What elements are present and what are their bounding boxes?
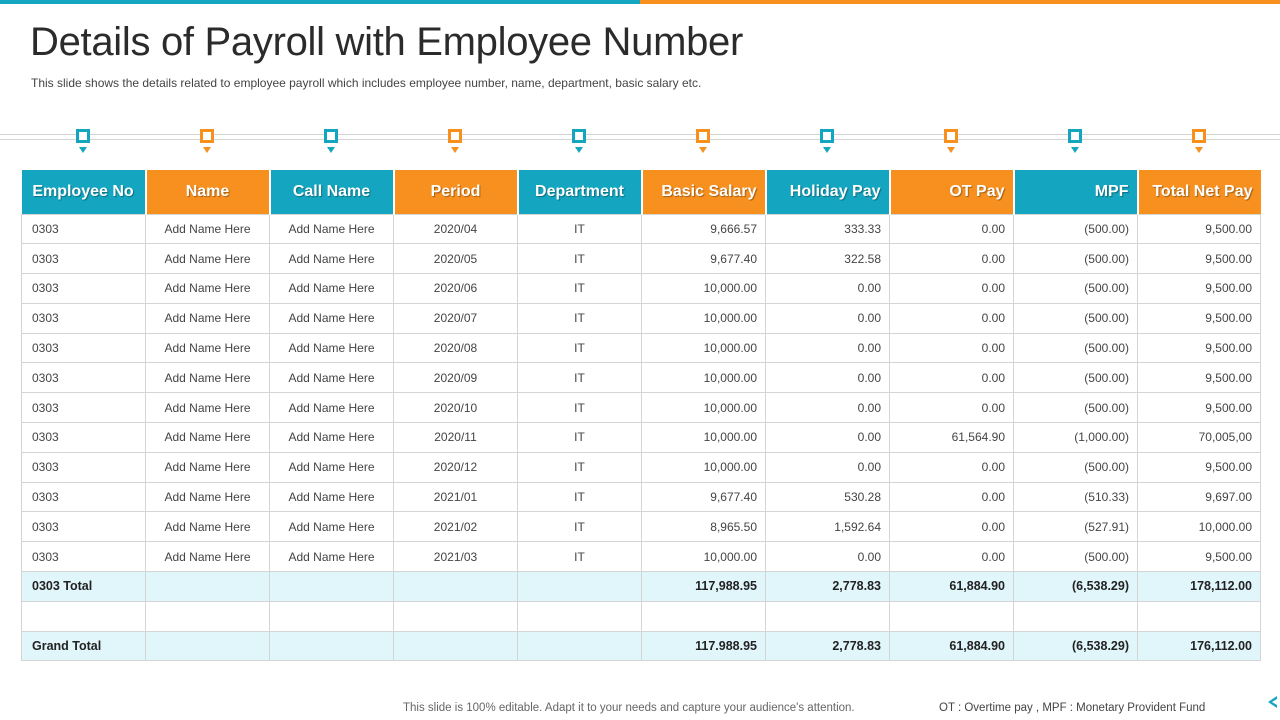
empty-cell [518,631,642,661]
subtotal-total-net-pay: 178,112.00 [1138,572,1261,602]
cell-period: 2020/10 [394,393,518,423]
cell-name: Add Name Here [146,393,270,423]
marker-pointer [823,147,831,153]
cell-name: Add Name Here [146,363,270,393]
cell-holiday-pay: 0.00 [766,393,890,423]
header-period: Period [394,170,518,214]
cell-holiday-pay: 0.00 [766,363,890,393]
cell-basic-salary: 8,965.50 [642,512,766,542]
table-row [22,274,1261,304]
empty-cell [394,572,518,602]
cell-holiday-pay: 0.00 [766,542,890,572]
grand-total-label: Grand Total [22,631,146,661]
marker-pointer [575,147,583,153]
empty-cell [146,631,270,661]
cell-ot-pay: 61,564.90 [890,423,1014,453]
cell-total-net-pay: 9,500.00 [1138,333,1261,363]
cell-name: Add Name Here [146,303,270,333]
header-name: Name [146,170,270,214]
cell-call-name: Add Name Here [270,274,394,304]
cell-name: Add Name Here [146,452,270,482]
header-mpf: MPF [1014,170,1138,214]
cell-call-name: Add Name Here [270,512,394,542]
cell-mpf: (1,000.00) [1014,423,1138,453]
cell-holiday-pay: 1,592.64 [766,512,890,542]
cell-employee-no: 0303 [22,303,146,333]
cell-department: IT [518,542,642,572]
marker-square [1192,129,1206,143]
column-marker-icon [696,129,710,155]
column-marker-icon [200,129,214,155]
cell-department: IT [518,393,642,423]
cell-period: 2020/06 [394,274,518,304]
marker-pointer [1071,147,1079,153]
cell-holiday-pay: 0.00 [766,452,890,482]
cell-employee-no: 0303 [22,512,146,542]
cell-ot-pay: 0.00 [890,363,1014,393]
cell-basic-salary: 9,677.40 [642,482,766,512]
column-marker-icon [572,129,586,155]
table-row [22,452,1261,482]
footer-note: This slide is 100% editable. Adapt it to your needs and capture your audience's attention. [403,702,855,714]
cell-holiday-pay: 0.00 [766,333,890,363]
cell-mpf: (527.91) [1014,512,1138,542]
empty-cell [518,572,642,602]
cell-call-name: Add Name Here [270,363,394,393]
cell-basic-salary: 10,000.00 [642,333,766,363]
empty-cell [518,601,642,631]
empty-cell [22,601,146,631]
top-accent-bar [0,0,1280,4]
page-subtitle: This slide shows the details related to employee payroll which includes employee number, name, department, basic salary etc. [31,76,702,90]
cell-ot-pay: 0.00 [890,214,1014,244]
column-marker-icon [944,129,958,155]
footer-legend: OT : Overtime pay , MPF : Monetary Provident Fund [939,702,1206,714]
grand-total-mpf: (6,538.29) [1014,631,1138,661]
table-row [22,423,1261,453]
cell-name: Add Name Here [146,512,270,542]
cell-holiday-pay: 530.28 [766,482,890,512]
table-row [22,542,1261,572]
cell-name: Add Name Here [146,542,270,572]
cell-name: Add Name Here [146,423,270,453]
header-holiday-pay: Holiday Pay [766,170,890,214]
header-employee-no: Employee No [22,170,146,214]
cell-ot-pay: 0.00 [890,303,1014,333]
cell-holiday-pay: 0.00 [766,423,890,453]
cell-employee-no: 0303 [22,333,146,363]
cell-call-name: Add Name Here [270,244,394,274]
cell-holiday-pay: 0.00 [766,303,890,333]
cell-total-net-pay: 9,500.00 [1138,274,1261,304]
cell-total-net-pay: 9,500.00 [1138,542,1261,572]
marker-pointer [1195,147,1203,153]
column-marker-icon [820,129,834,155]
cell-period: 2020/11 [394,423,518,453]
column-marker-icon [324,129,338,155]
cell-period: 2020/05 [394,244,518,274]
cell-call-name: Add Name Here [270,333,394,363]
marker-pointer [451,147,459,153]
cell-holiday-pay: 322.58 [766,244,890,274]
cell-total-net-pay: 70,005,00 [1138,423,1261,453]
cell-period: 2020/08 [394,333,518,363]
cell-employee-no: 0303 [22,214,146,244]
table-row [22,512,1261,542]
cell-ot-pay: 0.00 [890,452,1014,482]
cell-mpf: (500.00) [1014,244,1138,274]
marker-square [820,129,834,143]
cell-employee-no: 0303 [22,423,146,453]
cell-employee-no: 0303 [22,274,146,304]
marker-pointer [203,147,211,153]
empty-cell [394,631,518,661]
empty-cell [766,601,890,631]
cell-total-net-pay: 9,500.00 [1138,214,1261,244]
column-marker-icon [1068,129,1082,155]
cell-ot-pay: 0.00 [890,512,1014,542]
empty-cell [642,601,766,631]
cell-basic-salary: 10,000.00 [642,393,766,423]
cell-ot-pay: 0.00 [890,482,1014,512]
cell-period: 2020/09 [394,363,518,393]
cell-employee-no: 0303 [22,393,146,423]
header-basic-salary: Basic Salary [642,170,766,214]
cell-employee-no: 0303 [22,542,146,572]
cell-call-name: Add Name Here [270,393,394,423]
cell-mpf: (500.00) [1014,393,1138,423]
cell-ot-pay: 0.00 [890,333,1014,363]
table-header-row [22,170,1261,214]
cell-mpf: (500.00) [1014,333,1138,363]
cell-department: IT [518,512,642,542]
empty-cell [146,572,270,602]
cell-call-name: Add Name Here [270,482,394,512]
table-row [22,363,1261,393]
cell-mpf: (500.00) [1014,214,1138,244]
cell-basic-salary: 10,000.00 [642,423,766,453]
cell-period: 2020/04 [394,214,518,244]
marker-pointer [327,147,335,153]
blank-row [22,601,1261,631]
cell-basic-salary: 10,000.00 [642,452,766,482]
subtotal-ot-pay: 61,884.90 [890,572,1014,602]
empty-cell [1138,601,1261,631]
page-title: Details of Payroll with Employee Number [30,20,744,64]
cell-period: 2020/07 [394,303,518,333]
table-row [22,393,1261,423]
marker-pointer [79,147,87,153]
marker-square [1068,129,1082,143]
empty-cell [270,601,394,631]
cell-holiday-pay: 333.33 [766,214,890,244]
cell-call-name: Add Name Here [270,542,394,572]
grand-total-ot-pay: 61,884.90 [890,631,1014,661]
table-row [22,303,1261,333]
subtotal-label: 0303 Total [22,572,146,602]
cell-employee-no: 0303 [22,452,146,482]
cell-department: IT [518,333,642,363]
cell-department: IT [518,452,642,482]
cell-total-net-pay: 9,500.00 [1138,363,1261,393]
cell-basic-salary: 9,677.40 [642,244,766,274]
cell-call-name: Add Name Here [270,214,394,244]
grand-total-row [22,631,1261,661]
grand-total-holiday-pay: 2,778.83 [766,631,890,661]
empty-cell [270,631,394,661]
cell-ot-pay: 0.00 [890,244,1014,274]
cell-name: Add Name Here [146,333,270,363]
cell-mpf: (510.33) [1014,482,1138,512]
cell-mpf: (500.00) [1014,452,1138,482]
empty-cell [1014,601,1138,631]
cell-department: IT [518,214,642,244]
cell-name: Add Name Here [146,274,270,304]
divider-line [0,139,1280,140]
cell-ot-pay: 0.00 [890,542,1014,572]
cell-period: 2021/01 [394,482,518,512]
table-row [22,333,1261,363]
cell-basic-salary: 10,000.00 [642,542,766,572]
subtotal-row [22,572,1261,602]
cell-total-net-pay: 9,500.00 [1138,393,1261,423]
column-marker-icon [448,129,462,155]
cell-basic-salary: 9,666.57 [642,214,766,244]
subtotal-holiday-pay: 2,778.83 [766,572,890,602]
column-marker-icon [76,129,90,155]
cell-call-name: Add Name Here [270,423,394,453]
cell-department: IT [518,303,642,333]
cell-total-net-pay: 9,697.00 [1138,482,1261,512]
cell-employee-no: 0303 [22,482,146,512]
column-marker-icon [1192,129,1206,155]
grand-total-total-net-pay: 176,112.00 [1138,631,1261,661]
table-row [22,482,1261,512]
cell-basic-salary: 10,000.00 [642,363,766,393]
table-row [22,214,1261,244]
cell-period: 2021/03 [394,542,518,572]
marker-pointer [699,147,707,153]
cell-department: IT [518,423,642,453]
previous-slide-icon-cutout [1272,699,1277,705]
header-ot-pay: OT Pay [890,170,1014,214]
cell-mpf: (500.00) [1014,542,1138,572]
header-call-name: Call Name [270,170,394,214]
table-row [22,244,1261,274]
cell-department: IT [518,244,642,274]
cell-mpf: (500.00) [1014,274,1138,304]
cell-name: Add Name Here [146,482,270,512]
cell-mpf: (500.00) [1014,303,1138,333]
cell-basic-salary: 10,000.00 [642,303,766,333]
header-total-net-pay: Total Net Pay [1138,170,1261,214]
cell-department: IT [518,482,642,512]
cell-holiday-pay: 0.00 [766,274,890,304]
empty-cell [890,601,1014,631]
cell-total-net-pay: 9,500.00 [1138,452,1261,482]
cell-call-name: Add Name Here [270,452,394,482]
top-accent-teal [0,0,640,4]
cell-total-net-pay: 9,500.00 [1138,303,1261,333]
marker-square [200,129,214,143]
cell-total-net-pay: 10,000.00 [1138,512,1261,542]
cell-employee-no: 0303 [22,244,146,274]
empty-cell [270,572,394,602]
header-department: Department [518,170,642,214]
marker-square [324,129,338,143]
cell-ot-pay: 0.00 [890,393,1014,423]
cell-department: IT [518,274,642,304]
cell-name: Add Name Here [146,214,270,244]
subtotal-basic-salary: 117,988.95 [642,572,766,602]
cell-department: IT [518,363,642,393]
empty-cell [146,601,270,631]
empty-cell [394,601,518,631]
cell-ot-pay: 0.00 [890,274,1014,304]
marker-square [696,129,710,143]
marker-square [76,129,90,143]
marker-square [448,129,462,143]
cell-basic-salary: 10,000.00 [642,274,766,304]
cell-period: 2021/02 [394,512,518,542]
cell-total-net-pay: 9,500.00 [1138,244,1261,274]
top-accent-orange [640,0,1280,4]
marker-square [944,129,958,143]
cell-name: Add Name Here [146,244,270,274]
marker-square [572,129,586,143]
cell-period: 2020/12 [394,452,518,482]
payroll-table [21,170,1261,661]
marker-pointer [947,147,955,153]
subtotal-mpf: (6,538.29) [1014,572,1138,602]
divider-line [0,134,1280,135]
cell-employee-no: 0303 [22,363,146,393]
cell-mpf: (500.00) [1014,363,1138,393]
cell-call-name: Add Name Here [270,303,394,333]
grand-total-basic-salary: 117.988.95 [642,631,766,661]
